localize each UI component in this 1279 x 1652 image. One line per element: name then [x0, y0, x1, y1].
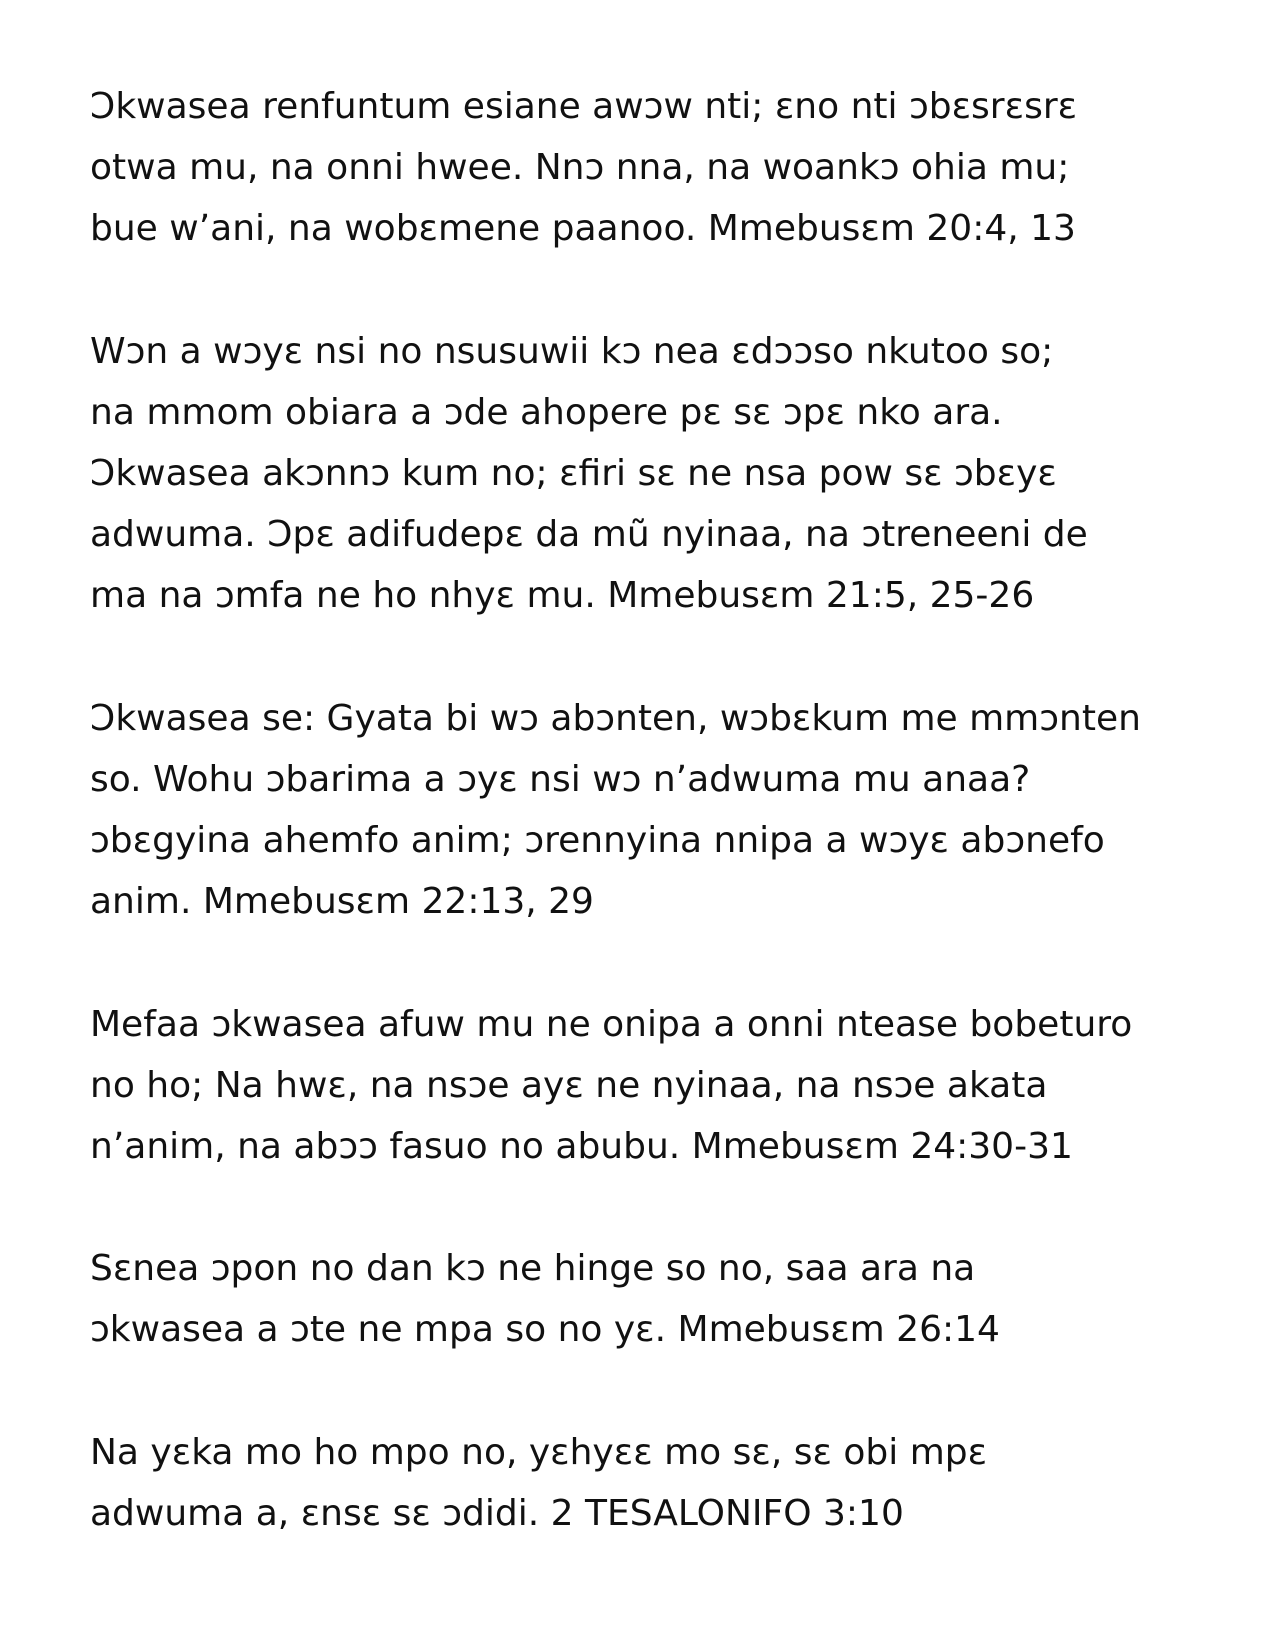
paragraph-mmebusem-26 [90, 1238, 1230, 1360]
text-line: n’anim, na abɔɔ fasuo no abubu. Mmebusɛm 24:30-31 [90, 1126, 1073, 1167]
text-line: otwa mu, na onni hwee. Nnɔ nna, na woankɔ ohia mu; [90, 147, 1070, 188]
text-line: Mefaa ɔkwasea afuw mu ne onipa a onni ntease bobeturo [90, 1004, 1133, 1045]
text-line: adwuma a, ɛnsɛ sɛ ɔdidi. 2 TESALONIFO 3:10 [90, 1493, 904, 1534]
paragraph-mmebusem-20 [90, 76, 1230, 259]
text-line: Ɔkwasea se: Gyata bi wɔ abɔnten, wɔbɛkum me mmɔnten [90, 698, 1141, 739]
text-line: so. Wohu ɔbarima a ɔyɛ nsi wɔ n’adwuma mu anaa? [90, 759, 1031, 800]
paragraph-mmebusem-24 [90, 994, 1230, 1177]
text-line: Ɔkwasea renfuntum esiane awɔw nti; ɛno nti ɔbɛsrɛsrɛ [90, 86, 1078, 127]
text-line: ma na ɔmfa ne ho nhyɛ mu. Mmebusɛm 21:5, 25-26 [90, 575, 1035, 616]
text-line: na mmom obiara a ɔde ahopere pɛ sɛ ɔpɛ nko ara. [90, 392, 1003, 433]
text-line: Na yɛka mo ho mpo no, yɛhyɛɛ mo sɛ, sɛ obi mpɛ [90, 1432, 988, 1473]
text-line: anim. Mmebusɛm 22:13, 29 [90, 881, 594, 922]
text-line: ɔkwasea a ɔte ne mpa so no yɛ. Mmebusɛm 26:14 [90, 1309, 1000, 1350]
text-line: ɔbɛgyina ahemfo anim; ɔrennyina nnipa a wɔyɛ abɔnefo [90, 820, 1105, 861]
text-line: Sɛnea ɔpon no dan kɔ ne hinge so no, saa ara na [90, 1248, 976, 1289]
text-line: Wɔn a wɔyɛ nsi no nsusuwii kɔ nea ɛdɔɔso nkutoo so; [90, 331, 1054, 372]
text-line: no ho; Na hwɛ, na nsɔe ayɛ ne nyinaa, na nsɔe akata [90, 1065, 1048, 1106]
paragraph-mmebusem-22 [90, 688, 1230, 932]
paragraph-mmebusem-21 [90, 321, 1230, 626]
text-line: adwuma. Ɔpɛ adifudepɛ da mũ nyinaa, na ɔtreneeni de [90, 514, 1088, 555]
text-line: bue w’ani, na wobɛmene paanoo. Mmebusɛm 20:4, 13 [90, 208, 1076, 249]
paragraph-2-tesalonifo [90, 1422, 1230, 1544]
text-line: Ɔkwasea akɔnnɔ kum no; ɛfiri sɛ ne nsa pow sɛ ɔbɛyɛ [90, 453, 1057, 494]
